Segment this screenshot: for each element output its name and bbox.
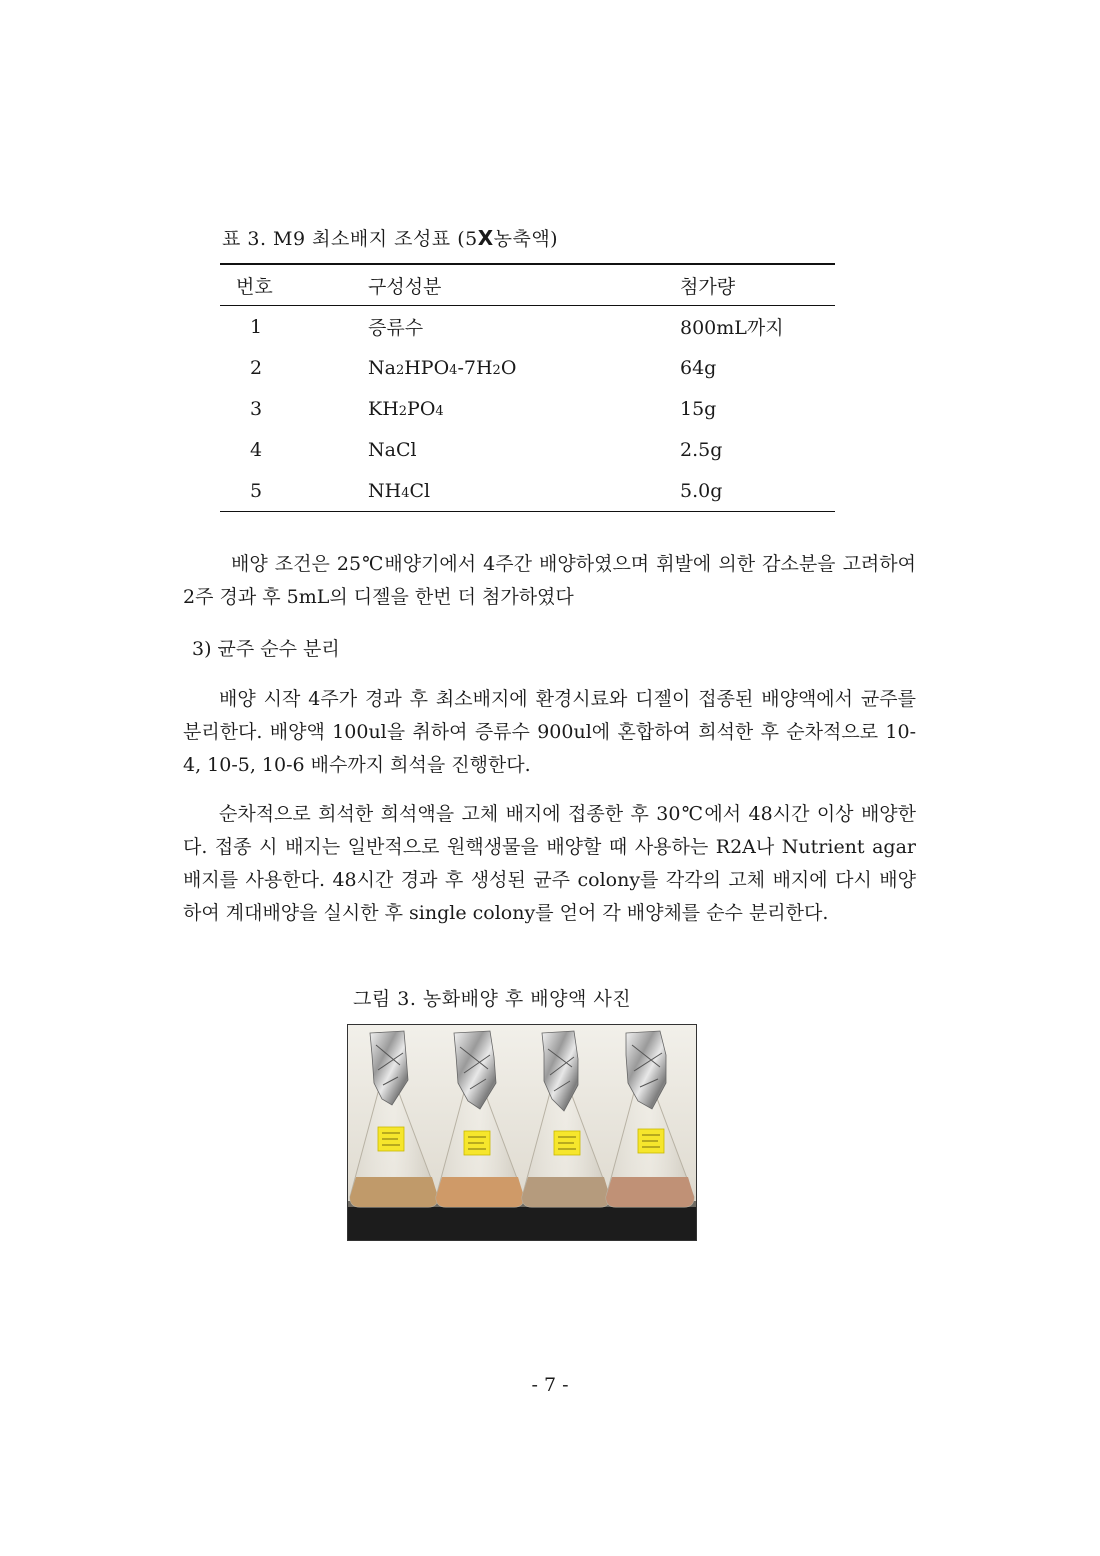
- flask-2-liquid: [436, 1177, 524, 1207]
- row-number: 4: [250, 438, 263, 461]
- formula-part: PO: [407, 397, 436, 420]
- formula-subscript: 4: [401, 485, 410, 501]
- header-number: 번호: [220, 264, 368, 306]
- table-row: [220, 306, 835, 348]
- row-amount: 5.0g: [680, 470, 835, 512]
- row-component: [368, 347, 680, 388]
- formula-part: NH: [368, 479, 402, 502]
- row-amount: 2.5g: [680, 438, 723, 461]
- formula-subscript: 4: [435, 403, 444, 419]
- header-component: 구성성분: [368, 264, 680, 306]
- paragraph-strain-isolation: 배양 시작 4주가 경과 후 최소배지에 환경시료와 디젤이 접종된 배양액에서 균주를 분리한다. 배양액 100ul을 취하여 증류수 900ul에 혼합하여 희석한 후 순차적으로 10-4, 10-5, 10-6 배수까지 희석을 진행한다.: [183, 688, 916, 776]
- row-amount: 64g: [680, 356, 717, 379]
- table-row: [220, 470, 835, 512]
- row-number: 2: [250, 356, 263, 379]
- formula-part: O: [500, 356, 517, 379]
- formula-subscript: 2: [492, 362, 501, 378]
- page-number: - 7 -: [531, 1374, 569, 1396]
- flask-photo: [347, 1024, 697, 1241]
- flask-photo-illustration: [348, 1025, 696, 1240]
- row-component: 증류수: [368, 317, 424, 339]
- paragraph-dilution-plating: 순차적으로 희석한 희석액을 고체 배지에 접종한 후 30℃에서 48시간 이상 배양한다. 접종 시 배지는 일반적으로 원핵생물을 배양할 때 사용하는 R2A나 Nutrient agar 배지를 사용한다. 48시간 경과 후 생성된 균주 colony를 각각의 고체 배지에 다시 배양하여 계대배양을 실시한 후 single colony를 얻어 각 배양체를 순수 분리한다.: [183, 803, 916, 924]
- table-caption: [222, 224, 558, 251]
- paragraph-culture-conditions: 배양 조건은 25℃배양기에서 4주간 배양하였으며 휘발에 의한 감소분을 고려하여 2주 경과 후 5mL의 디젤을 한번 더 첨가하였다: [183, 553, 916, 608]
- formula-subscript: 2: [395, 362, 405, 378]
- flask-3-liquid: [522, 1177, 610, 1207]
- row-number: 3: [250, 397, 263, 420]
- figure-caption: 그림 3. 농화배양 후 배양액 사진: [353, 988, 632, 1010]
- m9-composition-table: [220, 263, 835, 512]
- table-row: [220, 429, 835, 470]
- row-amount: 15g: [680, 397, 717, 420]
- formula-part: Cl: [409, 479, 431, 502]
- row-component: NaCl: [368, 438, 417, 461]
- formula-subscript: 4: [449, 362, 458, 378]
- formula-part: Na: [368, 356, 396, 379]
- row-component: [368, 470, 680, 512]
- row-component: [368, 388, 680, 429]
- flask-4-liquid: [606, 1177, 694, 1207]
- table-caption-suffix: 농축액): [493, 228, 559, 250]
- table-row: [220, 388, 835, 429]
- row-amount: 800mL까지: [680, 317, 784, 339]
- section-heading: 3) 균주 순수 분리: [192, 638, 340, 660]
- table-row: [220, 347, 835, 388]
- formula-part: -7H: [457, 356, 493, 379]
- times-mark-icon: X: [477, 226, 494, 250]
- row-number: 5: [220, 470, 368, 512]
- formula-subscript: 2: [398, 403, 408, 419]
- table-caption-prefix: 표 3. M9 최소배지 조성표 (5: [222, 228, 478, 250]
- formula-part: KH: [368, 397, 399, 420]
- table-header-row: [220, 264, 835, 306]
- row-number: 1: [250, 315, 263, 338]
- flask-1-liquid: [350, 1177, 438, 1207]
- formula-part: HPO: [404, 356, 450, 379]
- header-amount: 첨가량: [680, 264, 835, 306]
